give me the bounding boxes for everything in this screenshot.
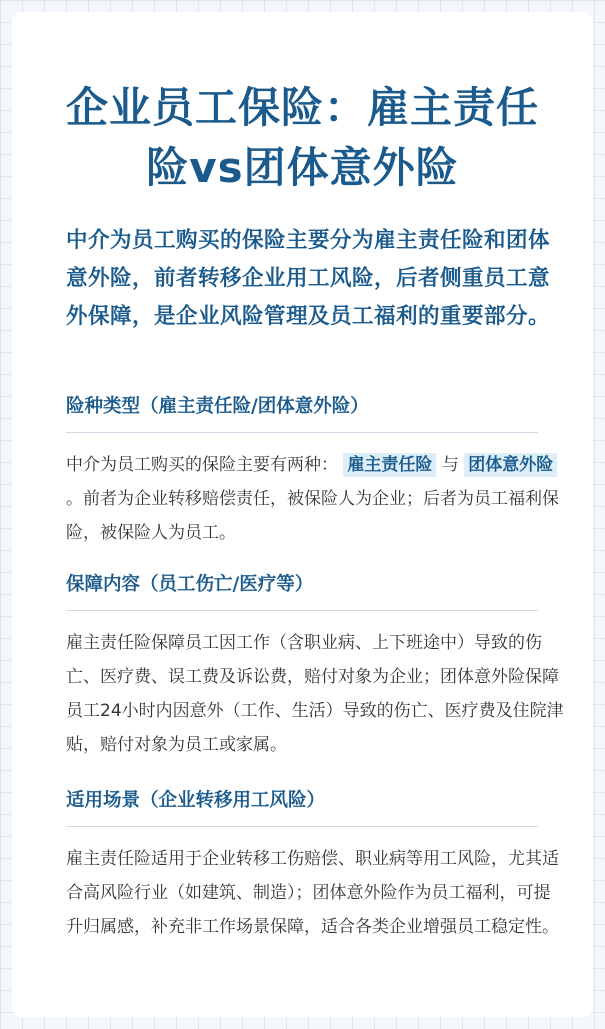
type-text-after: 。前者为企业转移赔偿责任，被保险人为企业；后者为员工福利保险，被保险人为员工。 — [66, 489, 559, 543]
section-heading-type: 险种类型（雇主责任险/团体意外险） — [66, 392, 538, 433]
title-line-1: 企业员工保险：雇主责任 — [65, 83, 539, 132]
type-text-before: 中介为员工购买的保险主要有两种： — [66, 455, 338, 475]
highlight-employer-liability: 雇主责任险 — [343, 453, 436, 477]
type-text-mid: 与 — [441, 455, 459, 475]
title-line-2: 险vs团体意外险 — [146, 143, 459, 192]
section-heading-coverage: 保障内容（员工伤亡/医疗等） — [66, 570, 538, 611]
section-body-coverage: 雇主责任险保障员工因工作（含职业病、上下班途中）导致的伤亡、医疗费、误工费及诉讼费，赔付对象为企业；团体意外险保障员工24小时内因意外（工作、生活）导致的伤亡、医疗费及住院津贴，赔付对象为员工或家属。 — [66, 633, 564, 755]
page-title — [12, 78, 593, 198]
intro-paragraph: 中介为员工购买的保险主要分为雇主责任险和团体意外险，前者转移企业用工风险，后者侧重员工意外保障，是企业风险管理及员工福利的重要部分。 — [66, 228, 551, 329]
section-body-scenario: 雇主责任险适用于企业转移工伤赔偿、职业病等用工风险，尤其适合高风险行业（如建筑、制造）；团体意外险作为员工福利，可提升归属感，补充非工作场景保障，适合各类企业增强员工稳定性。 — [66, 849, 559, 937]
section-heading-scenario: 适用场景（企业转移用工风险） — [66, 786, 538, 827]
highlight-group-accident: 团体意外险 — [464, 453, 557, 477]
section-body-type — [66, 448, 566, 550]
content-card — [12, 12, 593, 1017]
